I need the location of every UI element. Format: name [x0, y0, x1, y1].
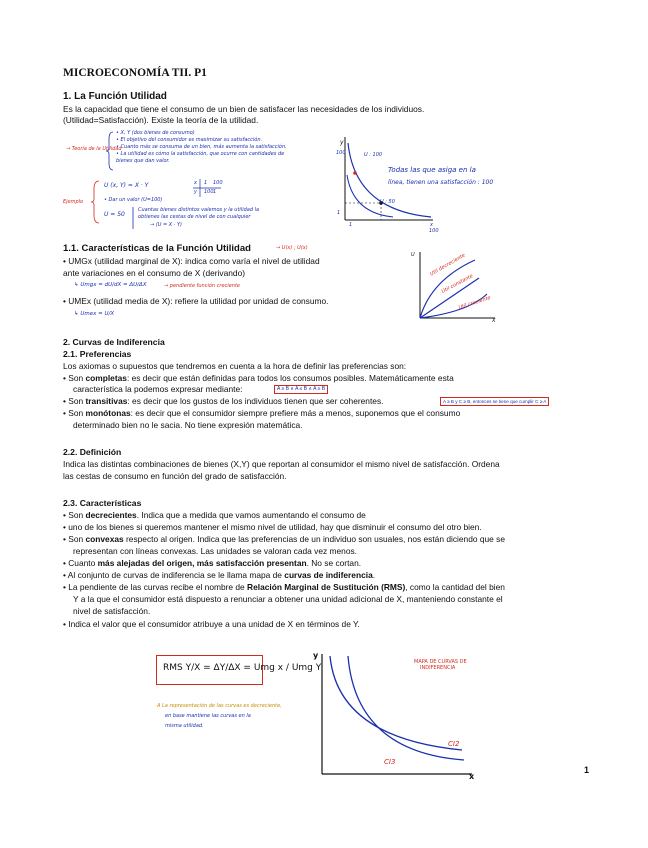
char-mapa: • Al conjunto de curvas de indiferencia se le llama mapa de curvas de indiferencia. — [63, 570, 376, 580]
example-bar — [132, 207, 136, 231]
note-1: • X, Y (dos bienes de consumo) — [116, 130, 195, 136]
char-convexas: • Son convexas respecto al origen. Indica que las preferencias de un individuo son usuales, nos están diciendo que se — [63, 534, 505, 544]
types-chart-u: U — [411, 252, 415, 258]
curve-label-constante: Util constante — [440, 273, 475, 295]
rms-note-2: en base mantiene las curvas en la — [165, 713, 251, 719]
chart-one-x: 1 — [349, 222, 353, 228]
char-valor: • Indica el valor que el consumidor atribuye a una unidad de X en términos de Y. — [63, 619, 360, 629]
section-2-3-heading: 2.3. Características — [63, 498, 142, 508]
example-eq-4: Cuantas bienes distintos valemos y la utilidad la — [138, 207, 260, 213]
ume-line: • UMEx (utilidad media de X): refiere la utilidad por unidad de consumo. — [63, 296, 329, 306]
example-eq-2: • Dar un valor (U=100) — [104, 197, 163, 203]
char-rms-line-2: Y a la que el consumidor está dispuesto a renunciar a obtener una unidad adicional de X, manteniendo constante el — [73, 594, 503, 604]
umg-line-2: ante variaciones en el consumo de X (derivando) — [63, 268, 246, 278]
map-title-1: MAPA DE CURVAS DE — [414, 659, 467, 665]
section-1-1-heading: 1.1. Características de la Función Utilidad — [63, 243, 251, 254]
definition-line-1: Indica las distintas combinaciones de bienes (X,Y) que reportan al consumidor el mismo nivel de satisfacción. Ordena — [63, 459, 500, 469]
chart-x-label: x — [430, 222, 433, 228]
pref-monotonas-line-2: determinado bien no le sacia. No tiene expresión matemática. — [73, 420, 303, 430]
pref-transitivas: • Son transitivas: es decir que los gustos de los individuos tienen que ser coherentes. — [63, 396, 384, 406]
curve-label-decreciente: Util decreciente — [429, 252, 467, 278]
page-number: 1 — [584, 765, 590, 775]
chart-y100: 100 — [336, 150, 346, 156]
chart-one-y: 1 — [337, 210, 341, 216]
document-title: MICROECONOMÍA TII. P1 — [63, 67, 207, 79]
char-alejadas: • Cuanto más alejadas del origen, más satisfacción presentan. No se cortan. — [63, 558, 362, 568]
rms-note-1: A La representación de las curvas es decreciente, — [157, 703, 282, 709]
map-title-2: INDIFERENCIA — [420, 665, 456, 671]
table-cell-1: 1 — [204, 180, 208, 186]
section-1-1-heading-note: → U(x) ; U(x) — [276, 245, 308, 251]
chart-note-2: línea, tienen una satisfacción : 100 — [388, 179, 494, 186]
ci2-label: CI2 — [448, 740, 460, 748]
curve-creciente — [420, 294, 487, 318]
utility-point-a — [353, 171, 357, 175]
umg-formula: ↳ Umgx = dU/dX = ΔU/ΔX — [74, 282, 147, 288]
rms-note-3: misma utilidad. — [165, 723, 204, 729]
example-eq-6: → (U = X · Y) — [150, 222, 182, 228]
table-y-label: y — [194, 189, 197, 195]
note-2: • El objetivo del consumidor es maximizar su satisfacción. — [116, 137, 263, 143]
note-3: • Cuanto más se consuma de un bien, más aumenta la satisfacción. — [116, 144, 287, 150]
s1-line-1: Es la capacidad que tiene el consumo de un bien de satisfacer las necesidades de los individuos. — [63, 104, 425, 114]
types-chart-x: X — [492, 318, 496, 324]
char-decrecientes: • Son decrecientes. Indica que a medida que vamos aumentando el consumo de — [63, 510, 366, 520]
pref-monotonas: • Son monótonas: es decir que el consumidor siempre prefiere más a menos, suponemos que el consumo — [63, 408, 461, 418]
completas-formula-box: A ≥ B ∧ A ≤ B ∧ A ≥ B — [274, 385, 328, 394]
chart-y-label: y — [340, 139, 344, 146]
map-y-label: y — [313, 651, 319, 660]
ci3-label: CI3 — [384, 758, 396, 766]
chart-u100-label: U : 100 — [364, 152, 383, 158]
char-rms-line-3: nivel de satisfacción. — [73, 606, 151, 616]
table-cell-2: 100 — [213, 180, 223, 186]
pref-completas: • Son completas: es decir que están definidas para todos los consumos posibles. Matemáticamente esta — [63, 373, 454, 383]
note-4: • La utilidad es cómo la satisfacción, que ocurre con cantidades de — [116, 151, 285, 157]
chart-u50-label: U : 50 — [380, 199, 395, 205]
char-rms: • La pendiente de las curvas recibe el nombre de Relación Marginal de Sustitución (RMS), como la cantidad del bien — [63, 582, 505, 592]
chart-x100: 100 — [429, 228, 439, 234]
example-eq-3: U = 50 — [104, 211, 125, 218]
preferences-intro: Los axiomas o supuestos que tendremos en cuenta a la hora de definir las preferencias son: — [63, 361, 407, 371]
section-2-heading: 2. Curvas de Indiferencia — [63, 337, 165, 347]
curve-label-creciente: Util creciente — [457, 295, 492, 311]
section-1-heading: 1. La Función Utilidad — [63, 91, 167, 102]
section-2-1-heading: 2.1. Preferencias — [63, 349, 132, 359]
table-cell-3: 100 — [204, 189, 214, 195]
note-5: bienes que dan valor. — [116, 158, 170, 164]
theory-label: → Teoría de la Utilidad — [66, 146, 122, 152]
umg-line-1: • UMGx (utilidad marginal de X): indica como varía el nivel de utilidad — [63, 256, 320, 266]
indifference-map-chart — [312, 652, 480, 780]
chart-note-1: Todas las que asiga en la — [388, 166, 476, 174]
transitivas-formula-box: A ≥ B y C ≥ B, entonces se tiene que cumplir C ≥ A — [440, 397, 549, 406]
example-brace — [92, 180, 100, 225]
rms-formula: RMS Y/X = ΔY/ΔX = Umg x / Umg Y — [163, 663, 322, 673]
definition-line-2: las cestas de consumo en función del grado de satisfacción. — [63, 471, 287, 481]
example-eq-5: obtienes las cestas de nivel de con cualquier — [138, 214, 251, 220]
section-2-2-heading: 2.2. Definición — [63, 447, 122, 457]
example-eq-1: U (x, Y) = X · Y — [104, 182, 149, 189]
umg-formula-note: → pendiente función creciente — [164, 283, 240, 289]
ume-formula: ↳ Umex = U/X — [74, 311, 115, 317]
pref-completas-line-2: característica la podemos expresar mediante: — [73, 384, 243, 394]
theory-brace — [108, 131, 114, 171]
table-cell-4: 1 — [213, 189, 217, 195]
example-label: Ejemplo — [63, 199, 84, 205]
s1-line-2: (Utilidad=Satisfacción). Existe la teoría de la utilidad. — [63, 115, 259, 125]
table-x-label: x — [194, 180, 197, 186]
utility-curve-50 — [347, 175, 393, 217]
char-line-2: • uno de los bienes si queremos mantener el mismo nivel de utilidad, hay que disminuir el consumo del otro bien. — [63, 522, 482, 532]
indifference-curve-3 — [348, 656, 464, 760]
map-x-label: x — [469, 772, 475, 781]
char-convexas-line-2: representan con líneas convexas. Las unidades se valoran cada vez menos. — [73, 546, 357, 556]
